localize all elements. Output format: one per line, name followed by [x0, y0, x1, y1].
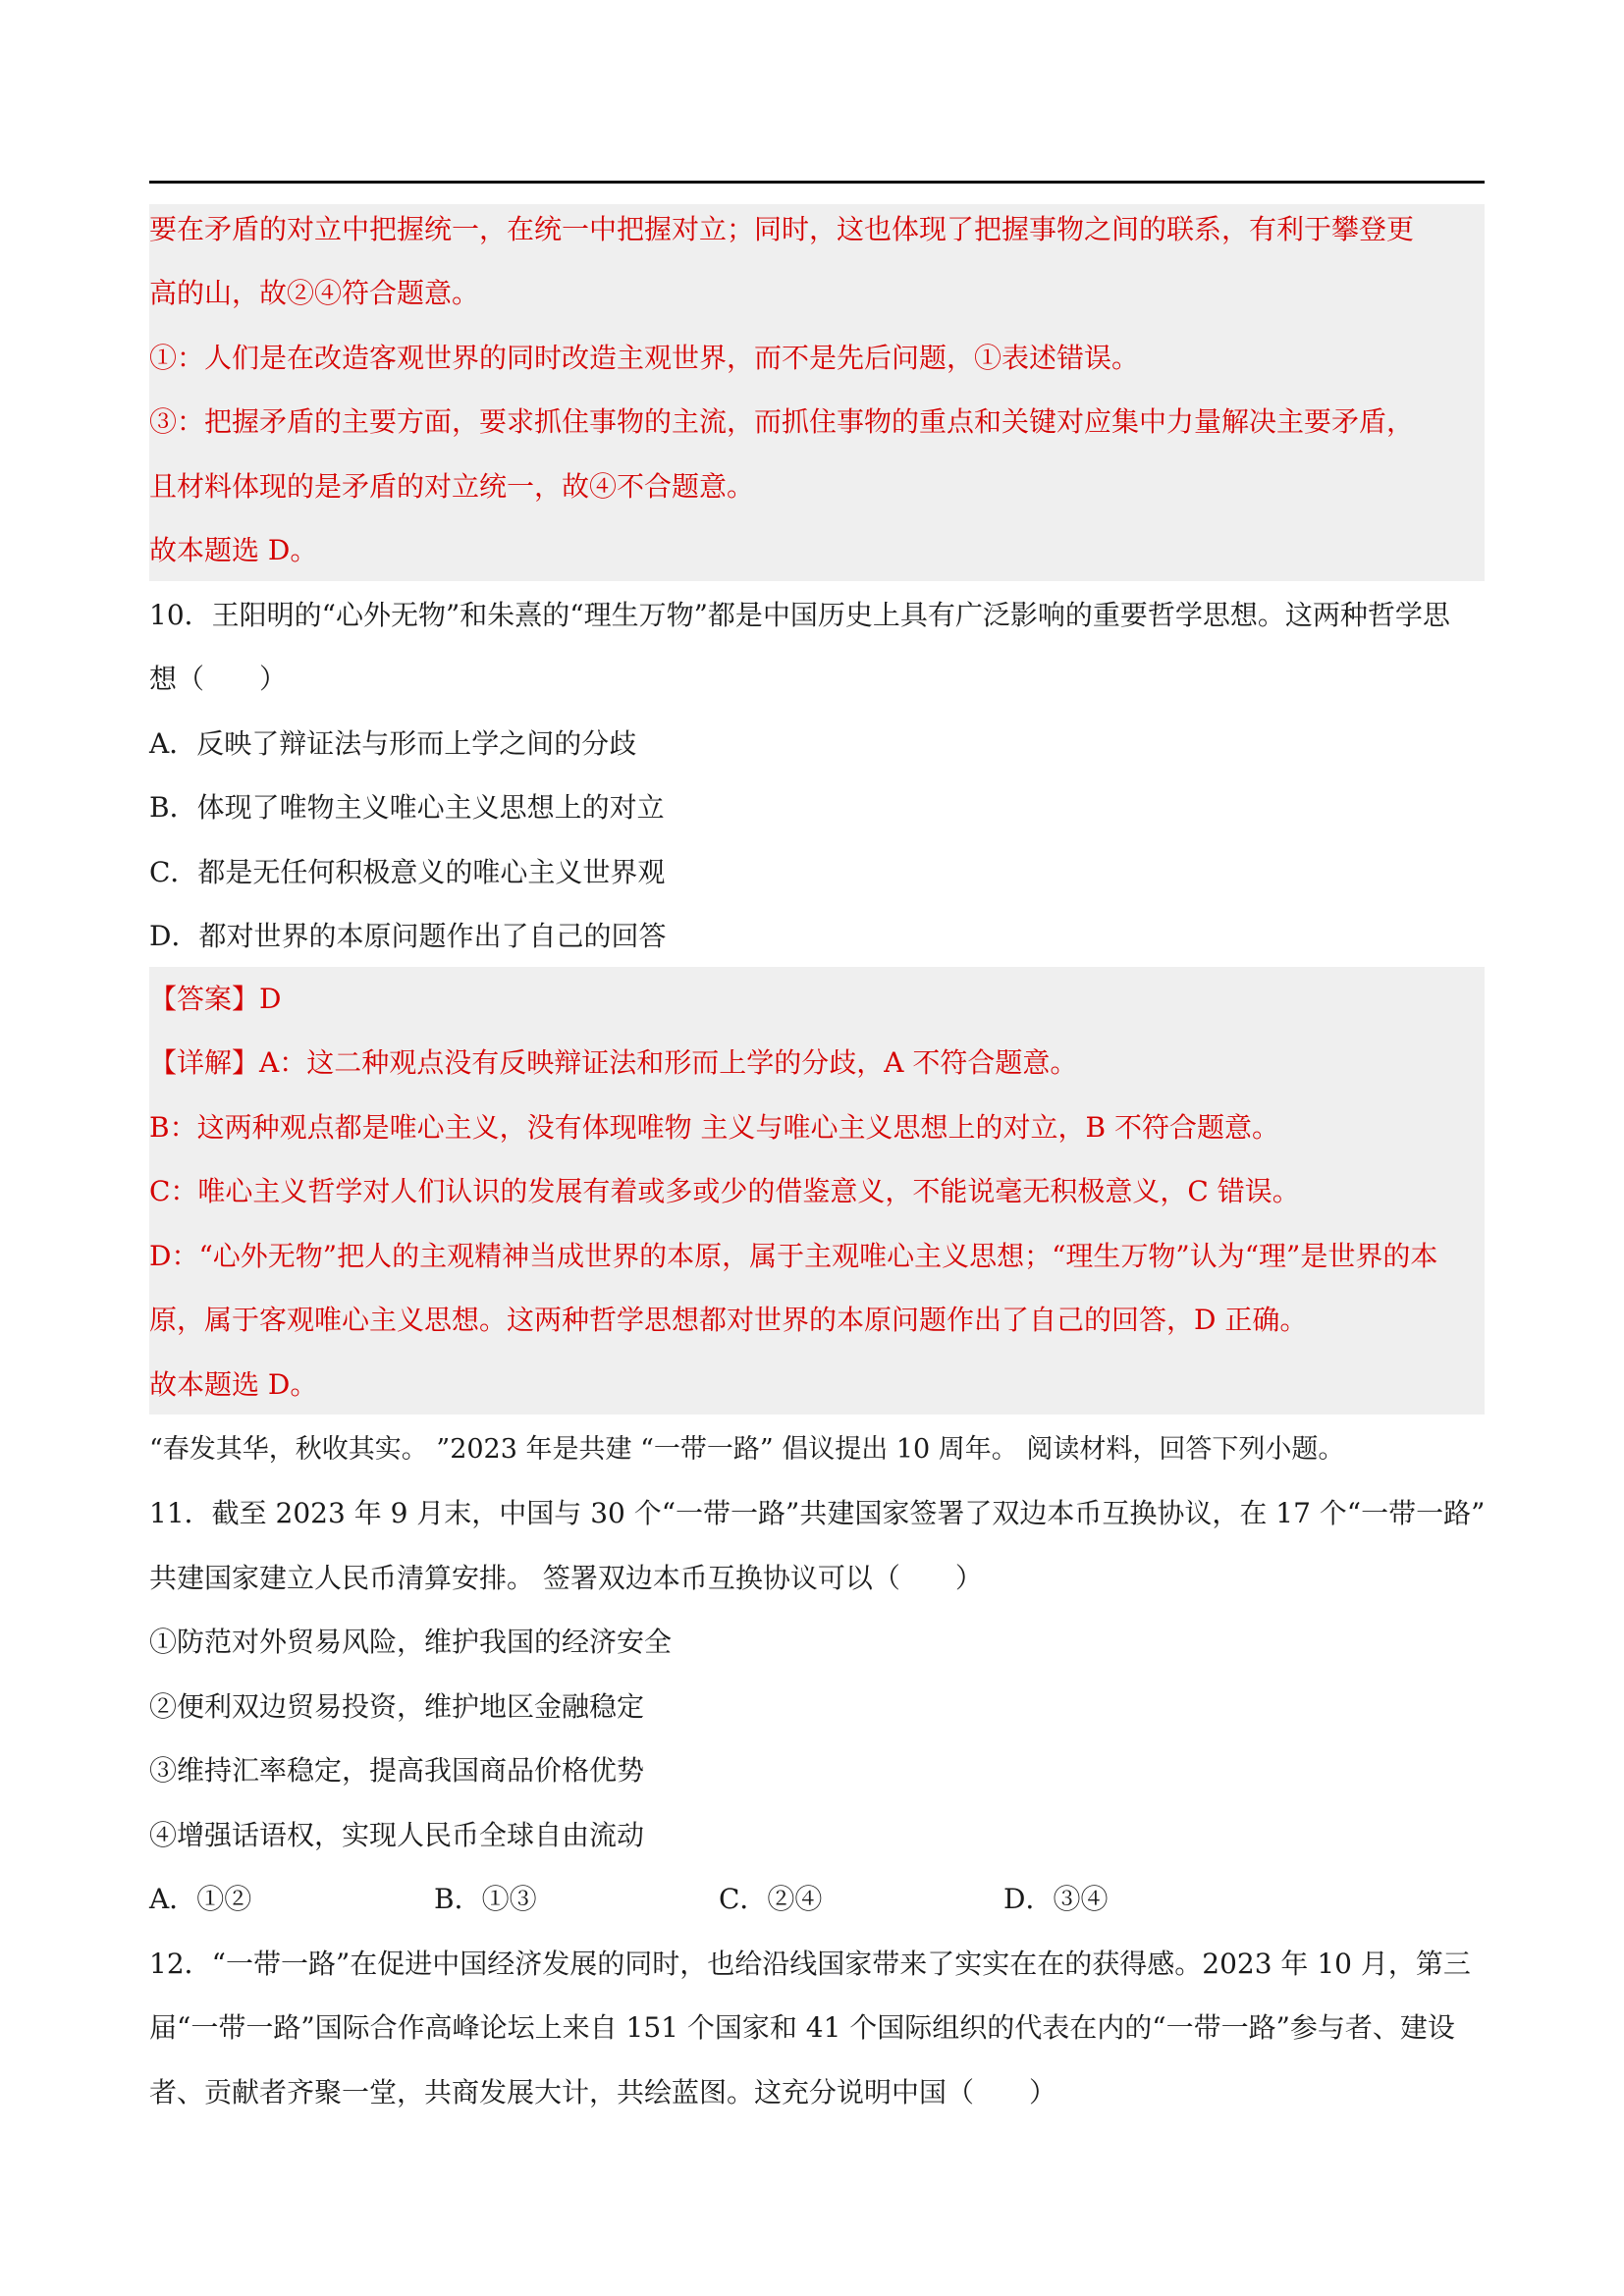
prev-explanation-line: 且材料体现的是矛盾的对立统一，故④不合题意。 [149, 470, 755, 503]
q10-stem: 想（ ） [149, 663, 288, 695]
q10-option-d: D．都对世界的本原问题作出了自己的回答 [149, 920, 667, 952]
q11-item: ④增强话语权，实现人民币全球自由流动 [149, 1819, 645, 1851]
prev-explanation-line: 要在矛盾的对立中把握统一，在统一中把握对立；同时，这也体现了把握事物之间的联系，有利于攀登更 [149, 213, 1415, 245]
answer-label: 【答案】 [149, 983, 260, 1015]
prev-explanation-line: ①：人们是在改造客观世界的同时改造主观世界，而不是先后问题，①表述错误。 [149, 342, 1140, 374]
q12-stem: 12．“一带一路”在促进中国经济发展的同时，也给沿线国家带来了实实在在的获得感。2023 年 10 月，第三 [149, 1948, 1471, 1980]
document-page [149, 0, 1485, 2296]
q11-choice-c: C．②④ [719, 1883, 823, 1915]
q11-item: ②便利双边贸易投资，维护地区金融稳定 [149, 1690, 645, 1723]
q10-detail-line: D：“心外无物”把人的主观精神当成世界的本原，属于主观唯心主义思想；“理生万物”认为“理”是世界的本 [149, 1240, 1438, 1272]
q12-stem: 届“一带一路”国际合作高峰论坛上来自 151 个国家和 41 个国际组织的代表在内的“一带一路”参与者、建设 [149, 2011, 1455, 2044]
prev-explanation-line: 高的山，故②④符合题意。 [149, 277, 480, 309]
q10-detail-line: C：唯心主义哲学对人们认识的发展有着或多或少的借鉴意义，不能说毫无积极意义，C 错误。 [149, 1175, 1300, 1207]
q11-item: ③维持汇率稳定，提高我国商品价格优势 [149, 1754, 645, 1787]
q10-detail-line: 原，属于客观唯心主义思想。这两种哲学思想都对世界的本原问题作出了自己的回答，D 正确。 [149, 1304, 1308, 1336]
q11-stem: 共建国家建立人民币清算安排。 签署双边本币互换协议可以（ ） [149, 1562, 983, 1594]
detail-text: A：这二种观点没有反映辩证法和形而上学的分歧，A 不符合题意。 [259, 1046, 1078, 1079]
material-intro: “春发其华，秋收其实。 ”2023 年是共建 “一带一路” 倡议提出 10 周年。 阅读材料，回答下列小题。 [149, 1434, 1345, 1465]
q11-item: ①防范对外贸易风险，维护我国的经济安全 [149, 1626, 673, 1658]
q10-stem: 10．王阳明的“心外无物”和朱熹的“理生万物”都是中国历史上具有广泛影响的重要哲学思想。这两种哲学思 [149, 599, 1450, 631]
q10-detail [149, 1043, 1485, 1083]
prev-explanation-line: 故本题选 D。 [149, 534, 318, 566]
q11-choice-a: A．①② [149, 1883, 252, 1915]
prev-explanation-line: ③：把握矛盾的主要方面，要求抓住事物的主流，而抓住事物的重点和关键对应集中力量解决主要矛盾， [149, 405, 1415, 438]
prev-explanation-block [149, 204, 1485, 581]
q11-stem: 11．截至 2023 年 9 月末，中国与 30 个“一带一路”共建国家签署了双边本币互换协议，在 17 个“一带一路” [149, 1497, 1486, 1529]
q10-option-b: B．体现了唯物主义唯心主义思想上的对立 [149, 791, 665, 824]
q10-answer [149, 980, 1485, 1019]
q10-option-a: A．反映了辩证法与形而上学之间的分歧 [149, 727, 637, 760]
answer-value: D [259, 983, 282, 1015]
header-rule [149, 181, 1485, 184]
q10-detail-line: B：这两种观点都是唯心主义，没有体现唯物 主义与唯心主义思想上的对立，B 不符合题意。 [149, 1111, 1279, 1144]
q11-choice-b: B．①③ [434, 1883, 537, 1915]
detail-label: 【详解】 [149, 1046, 260, 1079]
q11-choice-d: D．③④ [1003, 1883, 1109, 1915]
q12-stem: 者、贡献者齐聚一堂，共商发展大计，共绘蓝图。这充分说明中国（ ） [149, 2076, 1057, 2109]
q10-detail-line: 故本题选 D。 [149, 1368, 318, 1401]
q10-option-c: C．都是无任何积极意义的唯心主义世界观 [149, 856, 666, 888]
